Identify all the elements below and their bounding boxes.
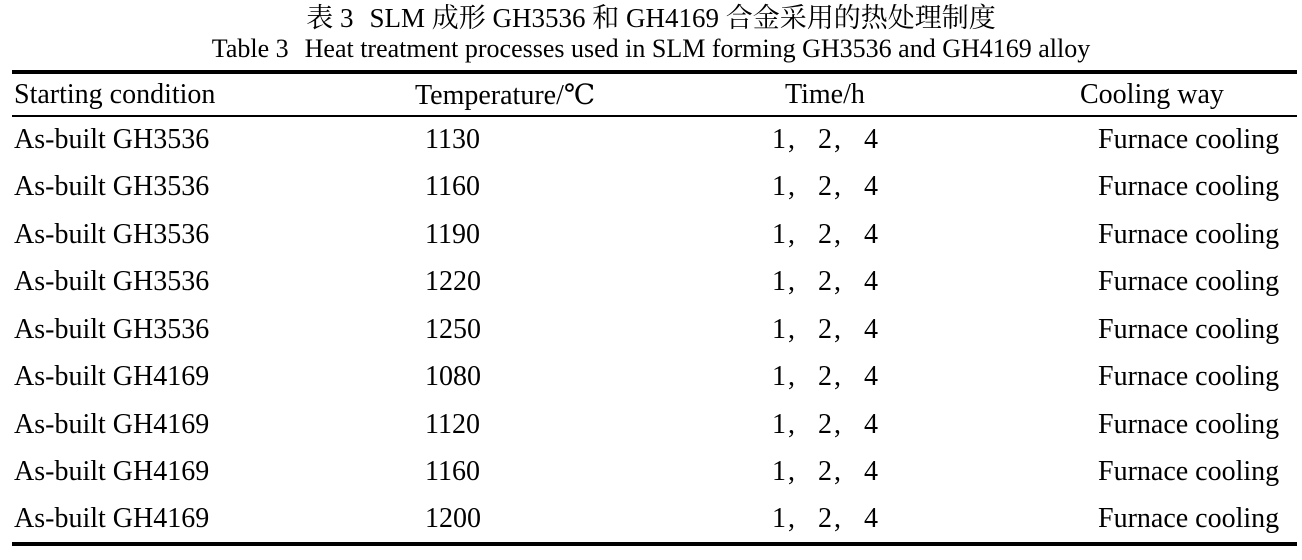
- table-row: [12, 259, 1297, 307]
- table-row: [12, 211, 1297, 259]
- column-header-time: Time/h: [785, 78, 865, 110]
- cell-starting-condition: As-built GH3536: [14, 124, 210, 156]
- cell-time: 1, 2, 4: [772, 171, 880, 203]
- table-caption-zh: [0, 0, 1302, 34]
- table-caption-en-text: Heat treatment processes used in SLM forming GH3536 and GH4169 alloy: [304, 34, 1091, 63]
- table-caption-en-label: Table 3: [211, 34, 289, 63]
- cell-temperature: 1160: [425, 456, 480, 488]
- table-body: [12, 116, 1297, 544]
- table-row: [12, 354, 1297, 402]
- cell-time: 1, 2, 4: [772, 408, 880, 440]
- cell-time: 1, 2, 4: [772, 361, 880, 393]
- table-caption-zh-label: 表 3: [306, 3, 354, 33]
- cell-cooling-way: Furnace cooling: [1098, 502, 1280, 534]
- table-caption-en: [0, 34, 1302, 65]
- heat-treatment-table: [12, 70, 1297, 546]
- table-caption-zh-text: SLM 成形 GH3536 和 GH4169 合金采用的热处理制度: [369, 3, 996, 33]
- cell-cooling-way: Furnace cooling: [1098, 218, 1280, 250]
- column-header-starting-condition: Starting condition: [14, 78, 216, 110]
- cell-starting-condition: As-built GH4169: [14, 361, 210, 393]
- cell-starting-condition: As-built GH3536: [14, 171, 210, 203]
- cell-temperature: 1250: [425, 313, 481, 345]
- cell-starting-condition: As-built GH3536: [14, 218, 210, 250]
- table-row: [12, 116, 1297, 164]
- cell-cooling-way: Furnace cooling: [1098, 171, 1280, 203]
- cell-time: 1, 2, 4: [772, 218, 880, 250]
- cell-starting-condition: As-built GH4169: [14, 502, 210, 534]
- table-row: [12, 401, 1297, 449]
- column-header-cooling-way: Cooling way: [1080, 78, 1224, 110]
- cell-temperature: 1220: [425, 266, 481, 298]
- cell-temperature: 1190: [425, 218, 480, 250]
- cell-time: 1, 2, 4: [772, 266, 880, 298]
- cell-cooling-way: Furnace cooling: [1098, 361, 1280, 393]
- cell-time: 1, 2, 4: [772, 313, 880, 345]
- cell-temperature: 1080: [425, 361, 481, 393]
- cell-temperature: 1130: [425, 124, 480, 156]
- cell-temperature: 1120: [425, 408, 480, 440]
- table-row: [12, 449, 1297, 497]
- cell-cooling-way: Furnace cooling: [1098, 266, 1280, 298]
- table-header: [12, 72, 1297, 116]
- cell-temperature: 1200: [425, 502, 481, 534]
- table-row: [12, 306, 1297, 354]
- cell-starting-condition: As-built GH3536: [14, 313, 210, 345]
- table-header-row: [12, 72, 1297, 116]
- column-header-temperature: Temperature/℃: [415, 79, 596, 111]
- cell-starting-condition: As-built GH4169: [14, 456, 210, 488]
- cell-cooling-way: Furnace cooling: [1098, 456, 1280, 488]
- cell-cooling-way: Furnace cooling: [1098, 313, 1280, 345]
- table-row: [12, 164, 1297, 212]
- cell-cooling-way: Furnace cooling: [1098, 124, 1280, 156]
- cell-temperature: 1160: [425, 171, 480, 203]
- cell-cooling-way: Furnace cooling: [1098, 408, 1280, 440]
- cell-starting-condition: As-built GH3536: [14, 266, 210, 298]
- cell-time: 1, 2, 4: [772, 456, 880, 488]
- cell-time: 1, 2, 4: [772, 502, 880, 534]
- table-row: [12, 496, 1297, 544]
- cell-time: 1, 2, 4: [772, 124, 880, 156]
- cell-starting-condition: As-built GH4169: [14, 408, 210, 440]
